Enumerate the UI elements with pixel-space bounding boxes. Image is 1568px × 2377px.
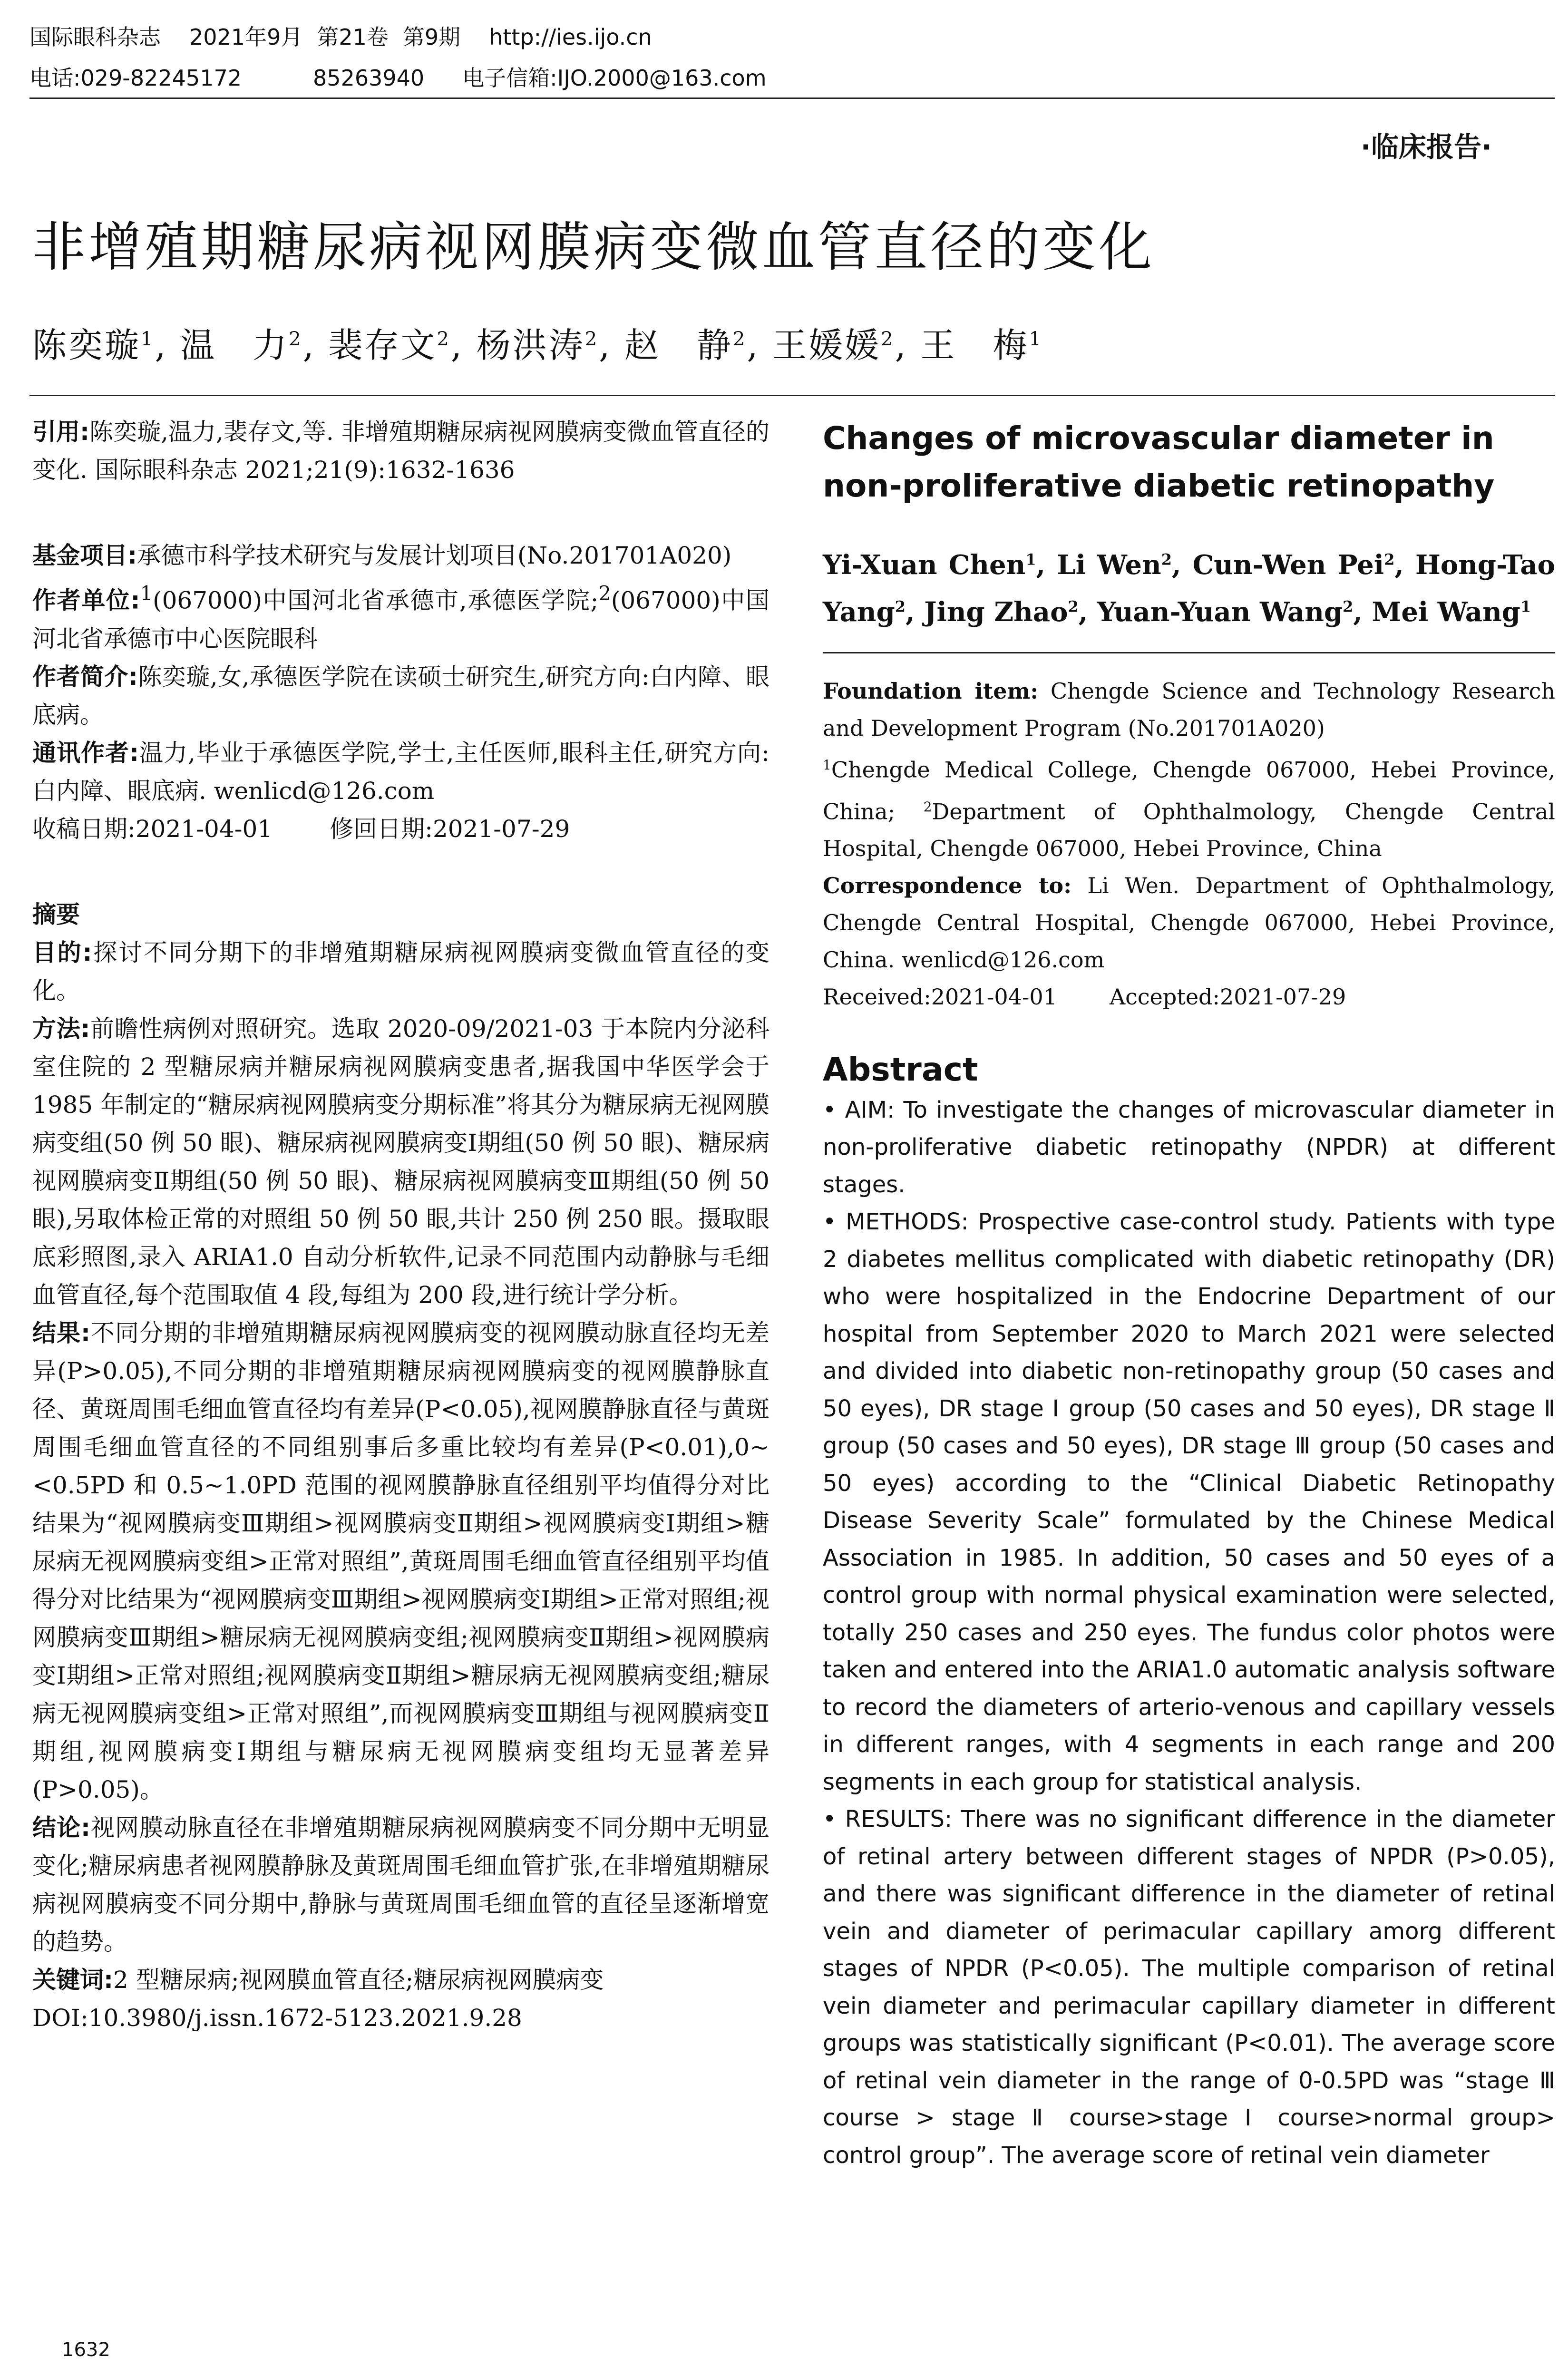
- dates: 收稿日期:2021-04-01 修回日期:2021-07-29: [32, 815, 570, 843]
- doi: DOI:10.3980/j.issn.1672-5123.2021.9.28: [32, 2004, 522, 2032]
- aim: 目的:探讨不同分期下的非增殖期糖尿病视网膜病变微血管直径的变化。: [32, 938, 769, 1004]
- correspondence: 通讯作者:温力,毕业于承德医学院,学士,主任医师,眼科主任,研究方向:白内障、眼底病. wenlicd@126.com: [32, 739, 770, 805]
- english-affiliation: $^1$Chengde Medical College, Chengde 067000, Hebei Province, China; $^2$Department of Ophthalmology, Chengde Central Hospital, Chengde 067000, Hebei Province, China: [823, 757, 1555, 861]
- foundation-item: Foundation item: Chengde Science and Technology Research and Development Program (No.201701A020): [823, 678, 1555, 741]
- conclusion: 结论:视网膜动脉直径在非增殖期糖尿病视网膜病变不同分期中无明显变化;糖尿病患者视网膜静脉及黄斑周围毛细血管扩张,在非增殖期糖尿病视网膜病变不同分期中,静脉与黄斑周围毛细血管的直径呈逐渐增宽的趋势。: [32, 1813, 769, 1956]
- volume: 第21卷: [317, 24, 389, 50]
- english-rule: [823, 652, 1555, 653]
- journal-url[interactable]: http://ies.ijo.cn: [489, 24, 652, 50]
- journal-header-line1: [29, 20, 652, 51]
- journal-name: 国际眼科杂志: [29, 24, 161, 50]
- author: Yi-Xuan Chen$^1$,: [823, 549, 1057, 581]
- author: Hong-Tao Yang$^2$,: [823, 549, 1556, 628]
- phone: 电话:029-82245172: [29, 65, 242, 91]
- article-category: ·临床报告·: [1360, 131, 1492, 163]
- journal-email[interactable]: 电子信箱:IJO.2000@163.com: [462, 65, 767, 91]
- author-list: [32, 318, 1043, 367]
- author: Cun-Wen Pei$^2$,: [1192, 549, 1415, 581]
- author: 王 梅$^1$: [920, 325, 1043, 365]
- author-bio: 作者简介:陈奕璇,女,承德医学院在读硕士研究生,研究方向:白内障、眼底病。: [32, 662, 769, 729]
- english-column: [823, 413, 1555, 2174]
- english-aim: • AIM: To investigate the changes of microvascular diameter in non-proliferative diabetic retinopathy (NPDR) at different stages.: [823, 1096, 1555, 1198]
- english-correspondence: Correspondence to: Li Wen. Department of Ophthalmology, Chengde Central Hospital, Chengde 067000, Hebei Province, China. wenlicd@126.com: [823, 872, 1555, 973]
- chinese-column: [32, 413, 769, 2037]
- keywords: 关键词:2 型糖尿病;视网膜血管直径;糖尿病视网膜病变: [32, 1966, 604, 1994]
- methods: 方法:前瞻性病例对照研究。选取 2020-09/2021-03 于本院内分泌科室住院的 2 型糖尿病并糖尿病视网膜病变患者,据我国中华医学会于 1985 年制定的“糖尿病视网膜病变分期标准”将其分为糖尿病无视网膜病变组(50 例 50 眼)、糖尿病视网膜病变Ⅰ期组(50 例 50 眼)、糖尿病视网膜病变Ⅱ期组(50 例 50 眼)、糖尿病视网膜病变Ⅲ期组(50 例 50 眼),另取体检正常的对照组 50 例 50 眼,共计 250 例 250 眼。摄取眼底彩照图,录入 ARIA1.0 自动分析软件,记录不同范围内动静脉与毛细血管直径,每个范围取值 4 段,每组为 200 段,进行统计学分析。: [32, 1014, 769, 1309]
- english-dates: Received:2021-04-01 Accepted:2021-07-29: [823, 984, 1346, 1010]
- phone2: 85263940: [313, 65, 425, 91]
- fund: 基金项目:承德市科学技术研究与发展计划项目(No.201701A020): [32, 542, 732, 569]
- author: Li Wen$^2$,: [1057, 549, 1193, 581]
- author: 赵 静$^2$,: [624, 325, 760, 365]
- citation: 引用:陈奕璇,温力,裴存文,等. 非增殖期糖尿病视网膜病变微血管直径的变化. 国际眼科杂志 2021;21(9):1632-1636: [32, 418, 769, 484]
- affiliation: 作者单位:$^1$(067000)中国河北省承德市,承德医学院;$^2$(067000)中国河北省承德市中心医院眼科: [32, 582, 769, 653]
- author: Jing Zhao$^2$,: [924, 596, 1097, 628]
- issue: 第9期: [402, 24, 461, 50]
- english-title: Changes of microvascular diameter in non-proliferative diabetic retinopathy: [823, 420, 1495, 504]
- author: Yuan-Yuan Wang$^2$,: [1097, 596, 1372, 628]
- english-author-list: [823, 538, 1555, 633]
- header-rule: [29, 97, 1555, 99]
- abstract-heading: 摘要: [32, 900, 80, 928]
- author: 杨洪涛$^2$,: [476, 325, 612, 365]
- english-results: • RESULTS: There was no significant difference in the diameter of retinal artery between different stages of NPDR (P>0.05), and there was significant difference in the diameter of retinal vein and diameter of perimacular capillary amorg different stages of NPDR (P<0.05). The multiple comparison of retinal vein diameter and perimacular capillary diameter in different groups was statistically significant (P<0.01). The average score of retinal vein diameter in the range of 0-0.5PD was “stage Ⅲ course > stage Ⅱ course>stage Ⅰ course>normal group> control group”. The average score of retinal vein diameter: [823, 1806, 1555, 2169]
- author-rule: [29, 395, 1555, 396]
- journal-header-line2: [29, 61, 767, 92]
- results: 结果:不同分期的非增殖期糖尿病视网膜病变的视网膜动脉直径均无差异(P>0.05),不同分期的非增殖期糖尿病视网膜病变的视网膜静脉直径、黄斑周围毛细血管直径均有差异(P<0.05),视网膜静脉直径与黄斑周围毛细血管直径的不同组别事后多重比较均有差异(P<0.01),0~<0.5PD 和 0.5~1.0PD 范围的视网膜静脉直径组别平均值得分对比结果为“视网膜病变Ⅲ期组>视网膜病变Ⅱ期组>视网膜病变Ⅰ期组>糖尿病无视网膜病变组>正常对照组”,黄斑周围毛细血管直径组别平均值得分对比结果为“视网膜病变Ⅲ期组>视网膜病变Ⅰ期组>正常对照组;视网膜病变Ⅲ期组>糖尿病无视网膜病变组;视网膜病变Ⅱ期组>视网膜病变Ⅰ期组>正常对照组;视网膜病变Ⅱ期组>糖尿病无视网膜病变组;糖尿病无视网膜病变组>正常对照组”,而视网膜病变Ⅲ期组与视网膜病变Ⅱ期组,视网膜病变Ⅰ期组与糖尿病无视网膜病变组均无显著差异(P>0.05)。: [32, 1319, 769, 1803]
- author: 裴存文$^2$,: [328, 325, 464, 365]
- article-title: 非增殖期糖尿病视网膜病变微血管直径的变化: [32, 216, 1155, 278]
- author: 温 力$^2$,: [180, 325, 316, 365]
- author: 王媛媛$^2$,: [772, 325, 908, 365]
- page-number: 1632: [62, 2339, 110, 2361]
- english-methods: • METHODS: Prospective case-control study. Patients with type 2 diabetes mellitus complicated with diabetic retinopathy (DR) who were hospitalized in the Endocrine Department of our hospital from September 2020 to March 2021 were selected and divided into diabetic non-retinopathy group (50 cases and 50 eyes), DR stage Ⅰ group (50 cases and 50 eyes), DR stage Ⅱ group (50 cases and 50 eyes), DR stage Ⅲ group (50 cases and 50 eyes) according to the “Clinical Diabetic Retinopathy Disease Severity Scale” formulated by the Chinese Medical Association in 1985. In addition, 50 cases and 50 eyes of a control group with normal physical examination were selected, totally 250 cases and 250 eyes. The fundus color photos were taken and entered into the ARIA1.0 automatic analysis software to record the diameters of arterio-venous and capillary vessels in different ranges, with 4 segments in each range and 200 segments in each group for statistical analysis.: [823, 1208, 1555, 1795]
- english-abstract-heading: Abstract: [823, 1051, 978, 1089]
- author: Mei Wang$^1$: [1372, 596, 1531, 628]
- author: 陈奕璇$^1$,: [32, 325, 168, 365]
- issue-date: 2021年9月: [189, 24, 303, 50]
